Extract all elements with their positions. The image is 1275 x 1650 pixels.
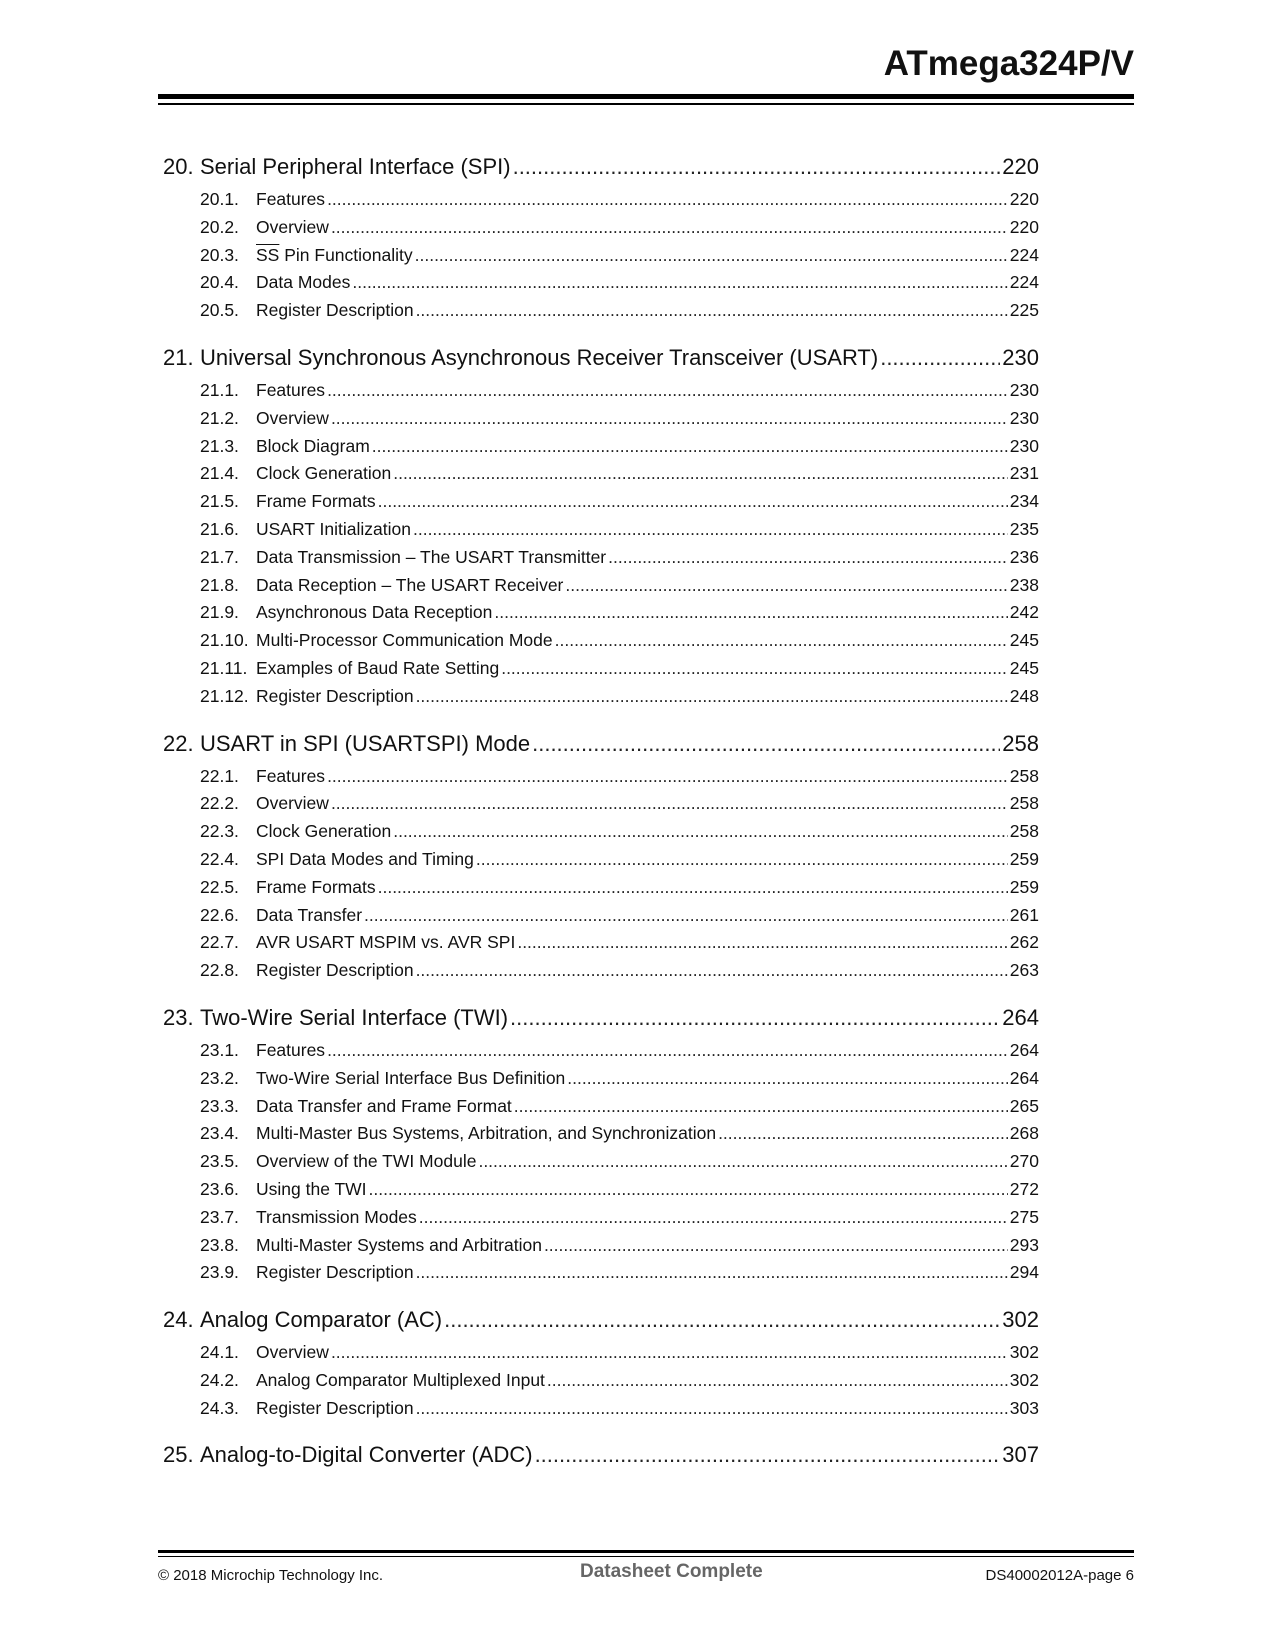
subsection-page-number: 294 — [1009, 1262, 1039, 1283]
subsection-title — [256, 599, 492, 627]
subsection-number: 24.3. — [200, 1397, 239, 1418]
subsection-page-number: 230 — [1009, 379, 1039, 400]
subsection-title — [256, 405, 329, 433]
subsection-title — [256, 1120, 716, 1148]
subsection-title-text: Clock Generation — [256, 821, 392, 842]
subsection-page-number: 272 — [1009, 1178, 1039, 1199]
chapter-title: Analog-to-Digital Converter (ADC) — [200, 1442, 533, 1468]
dot-leader — [413, 516, 1008, 544]
subsection-title — [256, 1148, 476, 1176]
toc-chapter-entry[interactable] — [163, 148, 1039, 186]
subsection-page-number: 235 — [1009, 518, 1039, 539]
subsection-number: 23.1. — [200, 1039, 239, 1060]
subsection-page-number: 230 — [1009, 407, 1039, 428]
dot-leader — [718, 1120, 1008, 1148]
subsection-title-text: Frame Formats — [256, 876, 376, 897]
subsection-number: 23.3. — [200, 1095, 239, 1116]
subsection-number: 22.2. — [200, 793, 239, 814]
overlined-signal-name: $\overline{SS}$ — [256, 244, 280, 265]
subsection-title-text: Two-Wire Serial Interface Bus Definition — [256, 1067, 566, 1088]
dot-leader — [364, 902, 1008, 930]
toc-subsection-entry[interactable] — [163, 655, 1039, 683]
subsection-title — [256, 242, 413, 270]
subsection-page-number: 263 — [1009, 960, 1039, 981]
subsection-number: 21.4. — [200, 463, 239, 484]
subsection-title-text: Using the TWI — [256, 1178, 367, 1199]
chapter-page-number: 220 — [1002, 154, 1039, 179]
toc-subsection-entry[interactable] — [163, 763, 1039, 791]
subsection-page-number: 234 — [1009, 491, 1039, 512]
subsection-page-number: 258 — [1009, 793, 1039, 814]
subsection-title-text: Register Description — [256, 300, 414, 321]
subsection-page-number: 242 — [1009, 602, 1039, 623]
dot-leader — [378, 874, 1008, 902]
chapter-title: USART in SPI (USARTSPI) Mode — [200, 730, 531, 756]
dot-leader — [369, 1176, 1008, 1204]
subsection-page-number: 258 — [1009, 821, 1039, 842]
toc-subsection-entry[interactable] — [163, 488, 1039, 516]
toc-section — [163, 339, 1039, 711]
document-title: ATmega324P/V — [883, 44, 1134, 83]
subsection-page-number: 259 — [1009, 876, 1039, 897]
dot-leader — [416, 957, 1008, 985]
subsection-title-text: Asynchronous Data Reception — [256, 602, 493, 623]
toc-subsection-entry[interactable] — [163, 790, 1039, 818]
subsection-number: 22.1. — [200, 765, 239, 786]
subsection-title-text: AVR USART MSPIM vs. AVR SPI — [256, 932, 516, 953]
subsection-page-number: 238 — [1009, 574, 1039, 595]
chapter-title: Analog Comparator (AC) — [200, 1307, 443, 1333]
toc-chapter-entry[interactable] — [163, 1301, 1039, 1339]
subsection-number: 21.11. — [200, 657, 248, 678]
subsection-title-text: Overview — [256, 793, 329, 814]
subsection-title — [256, 488, 376, 516]
toc-subsection-entry[interactable] — [163, 599, 1039, 627]
toc-subsection-entry[interactable] — [163, 433, 1039, 461]
toc-subsection-entry[interactable] — [163, 1259, 1039, 1287]
subsection-page-number: 268 — [1009, 1123, 1039, 1144]
header-rule-thin — [158, 103, 1134, 105]
subsection-number: 23.5. — [200, 1151, 239, 1172]
toc-subsection-entry[interactable] — [163, 1339, 1039, 1367]
dot-leader — [327, 186, 1008, 214]
subsection-number: 23.6. — [200, 1178, 239, 1199]
dot-leader — [416, 1395, 1008, 1423]
chapter-number: 20. — [163, 154, 194, 179]
dot-leader — [535, 1436, 1001, 1474]
dot-leader — [331, 1339, 1008, 1367]
toc-subsection-entry[interactable] — [163, 214, 1039, 242]
dot-leader — [510, 999, 1000, 1037]
subsection-title-text: Register Description — [256, 685, 414, 706]
toc-subsection-entry[interactable] — [163, 1176, 1039, 1204]
subsection-title — [256, 683, 414, 711]
subsection-title — [256, 790, 329, 818]
subsection-page-number: 225 — [1009, 300, 1039, 321]
subsection-number: 23.2. — [200, 1067, 239, 1088]
chapter-page-number: 307 — [1002, 1442, 1039, 1468]
dot-leader — [327, 1037, 1008, 1065]
dot-leader — [331, 790, 1008, 818]
subsection-title — [256, 1093, 512, 1121]
subsection-page-number: 275 — [1009, 1206, 1039, 1227]
toc-subsection-entry[interactable] — [163, 1395, 1039, 1423]
subsection-title-text: Data Reception – The USART Receiver — [256, 574, 564, 595]
subsection-title — [256, 214, 329, 242]
subsection-title-text: Block Diagram — [256, 435, 370, 456]
subsection-title — [256, 846, 474, 874]
subsection-title — [256, 957, 414, 985]
subsection-number: 21.6. — [200, 518, 239, 539]
toc-subsection-entry[interactable] — [163, 627, 1039, 655]
footer-rule-thick — [158, 1550, 1134, 1553]
subsection-title — [256, 516, 411, 544]
subsection-number: 20.2. — [200, 216, 239, 237]
subsection-number: 23.4. — [200, 1123, 239, 1144]
dot-leader — [880, 339, 1000, 377]
dot-leader — [331, 405, 1008, 433]
subsection-page-number: 224 — [1009, 272, 1039, 293]
dot-leader — [565, 572, 1007, 600]
chapter-number: 21. — [163, 344, 194, 370]
toc-subsection-entry[interactable] — [163, 377, 1039, 405]
subsection-title-text: SPI Data Modes and Timing — [256, 848, 474, 869]
subsection-number: 22.4. — [200, 848, 239, 869]
toc-subsection-entry[interactable] — [163, 516, 1039, 544]
dot-leader — [352, 269, 1007, 297]
subsection-title-text: Features — [256, 1039, 326, 1060]
subsection-page-number: 264 — [1009, 1067, 1039, 1088]
chapter-page-number: 302 — [1002, 1307, 1039, 1333]
subsection-title-text: Clock Generation — [256, 463, 392, 484]
subsection-title — [256, 902, 362, 930]
dot-leader — [415, 242, 1008, 270]
subsection-number: 21.8. — [200, 574, 239, 595]
subsection-title — [256, 655, 499, 683]
subsection-title — [256, 544, 606, 572]
dot-leader — [372, 433, 1008, 461]
dot-leader — [567, 1065, 1008, 1093]
subsection-title-text: Analog Comparator Multiplexed Input — [256, 1369, 545, 1390]
dot-leader — [547, 1367, 1008, 1395]
table-of-contents — [163, 148, 1039, 1488]
subsection-title — [256, 763, 325, 791]
subsection-title-text: Overview of the TWI Module — [256, 1151, 477, 1172]
subsection-page-number: 265 — [1009, 1095, 1039, 1116]
subsection-number: 23.7. — [200, 1206, 239, 1227]
subsection-title-text: Frame Formats — [256, 491, 376, 512]
toc-subsection-entry[interactable] — [163, 1367, 1039, 1395]
subsection-title-text: Data Modes — [256, 272, 351, 293]
toc-subsection-entry[interactable] — [163, 1037, 1039, 1065]
toc-chapter-entry[interactable] — [163, 339, 1039, 377]
subsection-title-text: Register Description — [256, 1262, 414, 1283]
dot-leader — [478, 1148, 1007, 1176]
subsection-number: 23.8. — [200, 1234, 239, 1255]
dot-leader — [608, 544, 1008, 572]
subsection-page-number: 220 — [1009, 189, 1039, 209]
chapter-title: Serial Peripheral Interface (SPI) — [200, 154, 511, 179]
subsection-page-number: 264 — [1009, 1039, 1039, 1060]
subsection-title-text: Overview — [256, 216, 329, 237]
subsection-title-text: Overview — [256, 1342, 329, 1363]
subsection-number: 22.8. — [200, 960, 239, 981]
toc-subsection-entry[interactable] — [163, 818, 1039, 846]
subsection-page-number: 261 — [1009, 904, 1039, 925]
dot-leader — [494, 599, 1007, 627]
subsection-page-number: 302 — [1009, 1342, 1039, 1363]
dot-leader — [378, 488, 1008, 516]
subsection-number: 20.3. — [200, 244, 239, 265]
dot-leader — [419, 1204, 1008, 1232]
toc-subsection-entry[interactable] — [163, 1065, 1039, 1093]
toc-subsection-entry[interactable] — [163, 572, 1039, 600]
chapter-title: Two-Wire Serial Interface (TWI) — [200, 1004, 509, 1030]
toc-subsection-entry[interactable] — [163, 1093, 1039, 1121]
toc-subsection-entry[interactable] — [163, 1148, 1039, 1176]
subsection-title-text: Transmission Modes — [256, 1206, 417, 1227]
toc-section — [163, 999, 1039, 1287]
chapter-number: 23. — [163, 1004, 194, 1030]
subsection-title-text: Data Transfer and Frame Format — [256, 1095, 512, 1116]
subsection-page-number: 258 — [1009, 765, 1039, 786]
footer-rule-thin — [158, 1556, 1134, 1557]
toc-chapter-entry[interactable] — [163, 999, 1039, 1037]
subsection-title — [256, 377, 325, 405]
footer-center-label: Datasheet Complete — [580, 1561, 763, 1582]
subsection-title-text: Data Transfer — [256, 904, 363, 925]
subsection-title-text: Multi-Processor Communication Mode — [256, 630, 553, 651]
toc-subsection-entry[interactable] — [163, 460, 1039, 488]
subsection-number: 21.5. — [200, 491, 239, 512]
subsection-title-text: Overview — [256, 407, 329, 428]
footer-doc-id: DS40002012A-page 6 — [985, 1567, 1134, 1584]
subsection-page-number: 270 — [1009, 1151, 1039, 1172]
toc-chapter-entry[interactable] — [163, 725, 1039, 763]
chapter-page-number: 230 — [1002, 344, 1039, 370]
subsection-number: 21.12. — [200, 685, 249, 706]
toc-subsection-entry[interactable] — [163, 683, 1039, 711]
subsection-number: 20.1. — [200, 189, 239, 209]
subsection-title-text: Examples of Baud Rate Setting — [256, 657, 500, 678]
toc-subsection-entry[interactable] — [163, 1204, 1039, 1232]
subsection-page-number: 236 — [1009, 546, 1039, 567]
toc-section — [163, 725, 1039, 985]
subsection-page-number: 220 — [1009, 216, 1039, 237]
toc-subsection-entry[interactable] — [163, 544, 1039, 572]
subsection-page-number: 224 — [1009, 244, 1039, 265]
subsection-number: 22.3. — [200, 821, 239, 842]
subsection-number: 22.7. — [200, 932, 239, 953]
subsection-title — [256, 818, 391, 846]
subsection-title — [256, 1176, 367, 1204]
toc-subsection-entry[interactable] — [163, 846, 1039, 874]
chapter-page-number: 264 — [1002, 1004, 1039, 1030]
toc-subsection-entry[interactable] — [163, 874, 1039, 902]
dot-leader — [416, 683, 1008, 711]
dot-leader — [331, 214, 1008, 242]
subsection-title — [256, 1395, 414, 1423]
subsection-title — [256, 1367, 545, 1395]
subsection-title — [256, 572, 563, 600]
subsection-title — [256, 1037, 325, 1065]
subsection-number: 21.3. — [200, 435, 239, 456]
subsection-number: 22.6. — [200, 904, 239, 925]
subsection-title-text: Multi-Master Systems and Arbitration — [256, 1234, 542, 1255]
toc-subsection-entry[interactable] — [163, 1120, 1039, 1148]
subsection-number: 20.5. — [200, 300, 239, 321]
subsection-title — [256, 186, 325, 214]
subsection-title-text: Pin Functionality — [279, 244, 413, 265]
toc-subsection-entry[interactable] — [163, 405, 1039, 433]
toc-subsection-entry[interactable] — [163, 1232, 1039, 1260]
subsection-title — [256, 460, 391, 488]
subsection-page-number: 245 — [1009, 630, 1039, 651]
toc-subsection-entry[interactable] — [163, 902, 1039, 930]
subsection-title — [256, 874, 376, 902]
dot-leader — [517, 929, 1007, 957]
subsection-page-number: 248 — [1009, 685, 1039, 706]
subsection-page-number: 259 — [1009, 848, 1039, 869]
subsection-title-text: Data Transmission – The USART Transmitter — [256, 546, 607, 567]
chapter-title: Universal Synchronous Asynchronous Receiver Transceiver (USART) — [200, 344, 879, 370]
dot-leader — [393, 818, 1008, 846]
subsection-title-text: Register Description — [256, 1397, 414, 1418]
dot-leader — [416, 297, 1008, 325]
toc-subsection-entry[interactable] — [163, 929, 1039, 957]
dot-leader — [532, 725, 1000, 763]
dot-leader — [555, 627, 1008, 655]
dot-leader — [416, 1259, 1008, 1287]
dot-leader — [393, 460, 1008, 488]
subsection-number: 21.10. — [200, 630, 249, 651]
toc-subsection-entry[interactable] — [163, 269, 1039, 297]
subsection-title — [256, 297, 414, 325]
dot-leader — [444, 1301, 1000, 1339]
subsection-title — [256, 269, 350, 297]
subsection-page-number: 302 — [1009, 1369, 1039, 1390]
toc-subsection-entry[interactable] — [163, 242, 1039, 270]
subsection-number: 20.4. — [200, 272, 239, 293]
dot-leader — [327, 377, 1008, 405]
subsection-title — [256, 1339, 329, 1367]
toc-section — [163, 1301, 1039, 1422]
subsection-title-text: Multi-Master Bus Systems, Arbitration, and Synchronization — [256, 1123, 717, 1144]
subsection-number: 22.5. — [200, 876, 239, 897]
dot-leader — [476, 846, 1008, 874]
subsection-title — [256, 433, 370, 461]
dot-leader — [513, 148, 1001, 186]
subsection-page-number: 231 — [1009, 463, 1039, 484]
subsection-page-number: 262 — [1009, 932, 1039, 953]
subsection-title-text: Features — [256, 189, 326, 209]
dot-leader — [544, 1232, 1008, 1260]
dot-leader — [501, 655, 1008, 683]
subsection-number: 23.9. — [200, 1262, 239, 1283]
subsection-title — [256, 1065, 565, 1093]
toc-section — [163, 148, 1039, 325]
subsection-page-number: 293 — [1009, 1234, 1039, 1255]
header-rule-thick — [158, 94, 1134, 99]
subsection-title — [256, 1259, 414, 1287]
chapter-number: 25. — [163, 1442, 194, 1468]
subsection-title — [256, 627, 553, 655]
subsection-page-number: 303 — [1009, 1397, 1039, 1418]
subsection-page-number: 245 — [1009, 657, 1039, 678]
subsection-title — [256, 929, 515, 957]
subsection-number: 21.1. — [200, 379, 239, 400]
subsection-page-number: 230 — [1009, 435, 1039, 456]
subsection-title-text: Features — [256, 765, 326, 786]
chapter-number: 22. — [163, 730, 194, 756]
subsection-number: 24.2. — [200, 1369, 239, 1390]
subsection-title — [256, 1232, 542, 1260]
toc-subsection-entry[interactable] — [163, 957, 1039, 985]
subsection-number: 24.1. — [200, 1342, 239, 1363]
chapter-page-number: 258 — [1002, 730, 1039, 756]
dot-leader — [327, 763, 1008, 791]
subsection-number: 21.9. — [200, 602, 239, 623]
subsection-number: 21.7. — [200, 546, 239, 567]
subsection-title-text: USART Initialization — [256, 518, 411, 539]
footer-copyright: © 2018 Microchip Technology Inc. — [158, 1567, 384, 1584]
subsection-number: 21.2. — [200, 407, 239, 428]
toc-subsection-entry[interactable] — [163, 186, 1039, 214]
toc-section — [163, 1436, 1039, 1474]
subsection-title-text: Register Description — [256, 960, 414, 981]
dot-leader — [514, 1093, 1008, 1121]
subsection-title — [256, 1204, 417, 1232]
toc-chapter-entry[interactable] — [163, 1436, 1039, 1474]
toc-subsection-entry[interactable] — [163, 297, 1039, 325]
chapter-number: 24. — [163, 1307, 194, 1333]
subsection-title-text: Features — [256, 379, 326, 400]
